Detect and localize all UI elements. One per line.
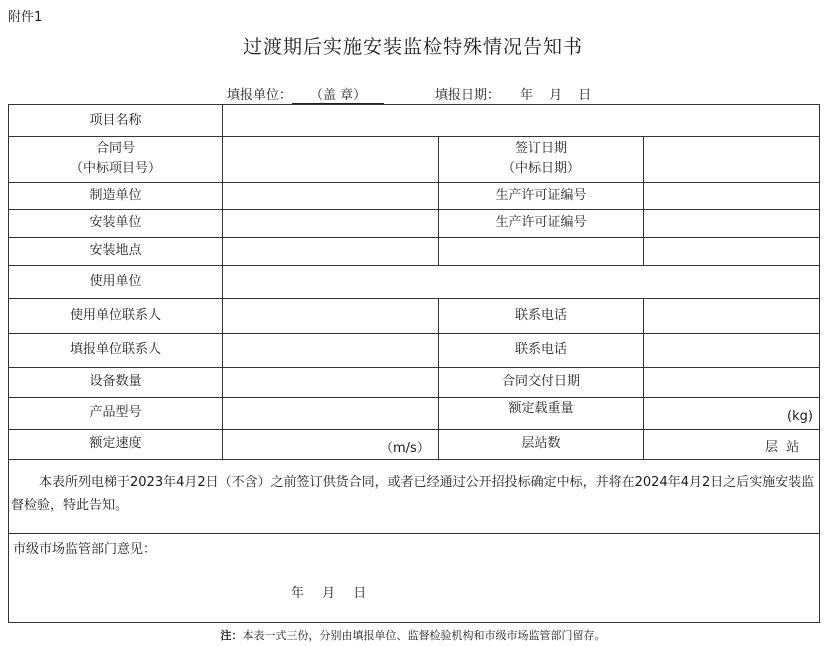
reporter-contact-field[interactable] xyxy=(223,333,438,367)
install-license-label: 生产许可证编号 xyxy=(495,215,587,230)
device-qty-field[interactable] xyxy=(223,367,438,397)
floors-unit: 层 站 xyxy=(765,440,800,455)
install-site-label: 安装地点 xyxy=(89,243,142,258)
installer-field[interactable] xyxy=(223,209,438,237)
user-phone-label: 联系电话 xyxy=(514,307,567,323)
rated-load-unit: (kg) xyxy=(787,409,813,424)
sign-date-label xyxy=(439,136,643,182)
contract-no-text: 合同号 xyxy=(95,141,135,156)
opinion-date: 年 月 日 xyxy=(291,586,367,601)
production-license-field[interactable] xyxy=(644,182,819,209)
sign-date-field[interactable] xyxy=(644,136,819,182)
device-qty-label: 设备数量 xyxy=(89,374,142,389)
installer-label: 安装单位 xyxy=(89,215,142,230)
rated-load-label: 额定载重量 xyxy=(508,401,574,416)
user-unit-label: 使用单位 xyxy=(89,273,142,289)
reporter-phone-label: 联系电话 xyxy=(514,342,567,357)
floors-label: 层站数 xyxy=(521,436,561,451)
reporting-date-field[interactable]: 年 月 日 xyxy=(520,88,592,103)
notice-form-table xyxy=(8,104,820,623)
user-unit-field[interactable] xyxy=(223,265,819,298)
attachment-label: 附件1 xyxy=(8,10,43,25)
reporting-date-label: 填报日期： xyxy=(435,88,501,103)
reporting-unit-label: 填报单位： xyxy=(227,88,293,103)
user-contact-label: 使用单位联系人 xyxy=(69,307,161,323)
delivery-date-label: 合同交付日期 xyxy=(501,374,580,389)
contract-no-note: （中标项目号） xyxy=(69,161,161,176)
install-site-field[interactable] xyxy=(223,237,819,265)
contract-no-field[interactable] xyxy=(223,136,438,182)
contract-no-label xyxy=(9,136,222,182)
model-field[interactable] xyxy=(223,397,438,429)
opinion-label: 市级市场监管部门意见： xyxy=(13,542,157,557)
reporter-phone-field[interactable] xyxy=(644,333,819,367)
reporting-unit-line xyxy=(227,84,384,104)
user-contact-field[interactable] xyxy=(223,298,438,333)
footnote-prefix: 注： xyxy=(220,629,243,642)
project-name-field[interactable] xyxy=(223,105,819,136)
production-license-label: 生产许可证编号 xyxy=(495,187,587,203)
reporter-contact-label: 填报单位联系人 xyxy=(69,342,161,357)
rated-speed-unit: （m/s） xyxy=(380,441,430,456)
statement-text: 本表所列电梯于2023年4月2日（不含）之前签订供货合同，或者已经通过公开招投标确定中标，并将在2024年4月2日之后实施安装监督检验，特此告知。 xyxy=(11,475,815,513)
reporting-date-line xyxy=(435,84,591,103)
install-license-field[interactable] xyxy=(644,209,819,237)
user-phone-field[interactable] xyxy=(644,298,819,333)
row-divider xyxy=(9,459,819,460)
page-title: 过渡期后实施安装监检特殊情况告知书 xyxy=(242,36,583,58)
seal-field[interactable]: （盖 章） xyxy=(292,84,384,104)
rated-speed-label: 额定速度 xyxy=(89,436,142,451)
row-divider xyxy=(9,533,819,534)
statement-paragraph xyxy=(11,471,817,517)
project-name-label: 项目名称 xyxy=(89,112,142,128)
manufacturer-label: 制造单位 xyxy=(89,187,142,203)
footnote xyxy=(0,627,826,643)
model-label: 产品型号 xyxy=(89,405,142,420)
manufacturer-field[interactable] xyxy=(223,182,438,209)
delivery-date-field[interactable] xyxy=(644,367,819,397)
sign-date-text: 签订日期 xyxy=(514,141,567,156)
sign-date-note: （中标日期） xyxy=(501,161,580,176)
footnote-text: 本表一式三份，分别由填报单位、监督检验机构和市级市场监管部门留存。 xyxy=(242,629,606,642)
